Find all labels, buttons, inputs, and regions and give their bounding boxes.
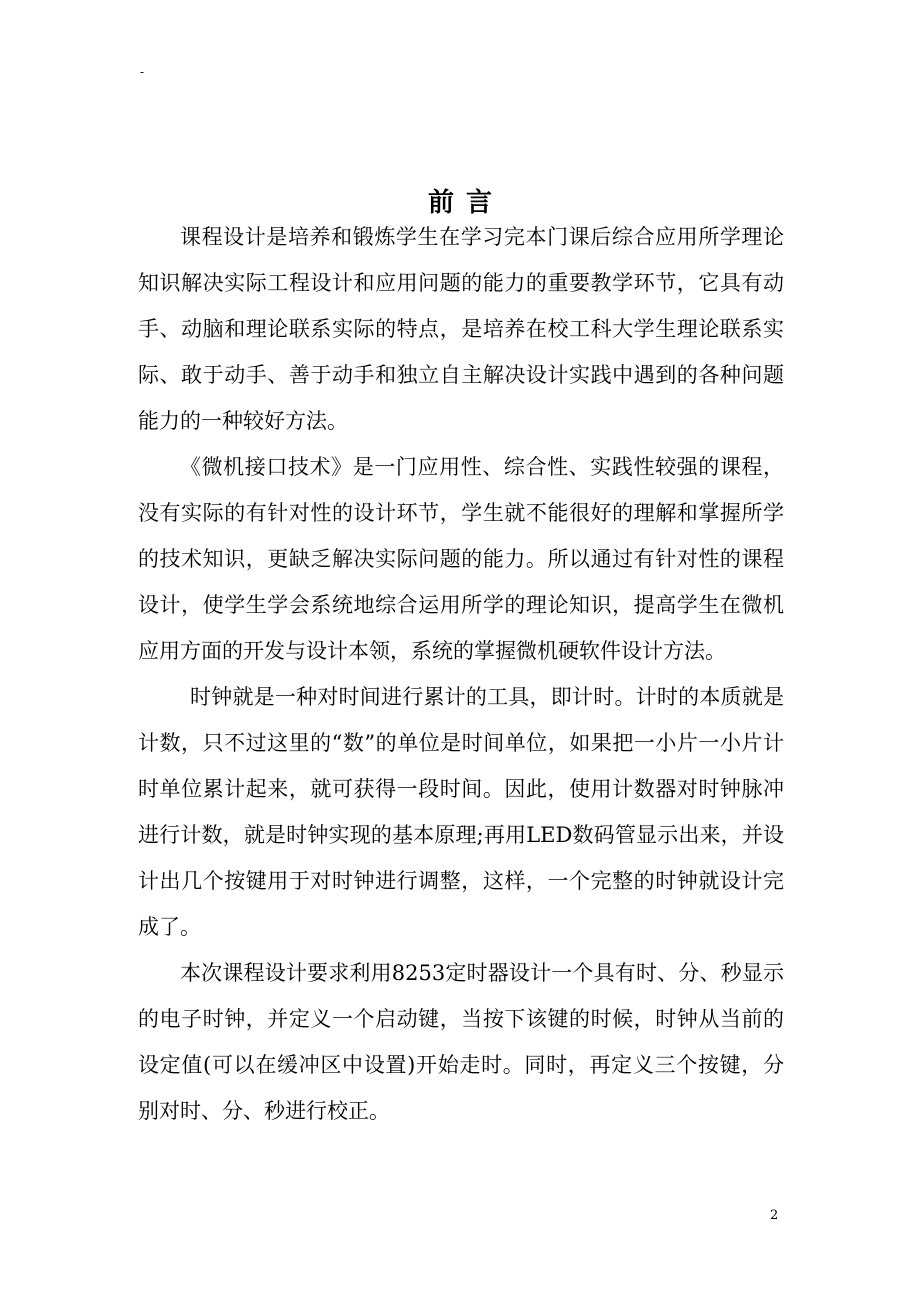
paragraph-3: 时钟就是一种对时间进行累计的工具，即计时。计时的本质就是计数，只不过这里的“数”的单位是时间单位，如果把一小片一小片计时单位累计起来，就可获得一段时间。因此，使用计数器对时钟脉冲进行计数，就是时钟实现的基本原理;再用LED数码管显示出来，并设计出几个按键用于对时钟进行调整，这样，一个完整的时钟就设计完成了。	[138, 685, 784, 939]
paragraph-1: 课程设计是培养和锻炼学生在学习完本门课后综合应用所学理论知识解决实际工程设计和应用问题的能力的重要教学环节，它具有动手、动脑和理论联系实际的特点，是培养在校工科大学生理论联系实际、敢于动手、善于动手和独立自主解决设计实践中遇到的各种问题能力的一种较好方法。	[138, 225, 784, 433]
page-title: 前言	[427, 188, 504, 219]
header-mark: -	[140, 65, 145, 79]
paragraph-2: 《微机接口技术》是一门应用性、综合性、实践性较强的课程，没有实际的有针对性的设计环节，学生就不能很好的理解和掌握所学的技术知识，更缺乏解决实际问题的能力。所以通过有针对性的课程设计，使学生学会系统地综合运用所学的理论知识，提高学生在微机应用方面的开发与设计本领，系统的掌握微机硬软件设计方法。	[138, 455, 784, 663]
page-number: 2	[770, 1208, 779, 1223]
body-text	[138, 214, 784, 1134]
paragraph-4: 本次课程设计要求利用8253定时器设计一个具有时、分、秒显示的电子时钟，并定义一个启动键，当按下该键的时候，时钟从当前的设定值(可以在缓冲区中设置)开始走时。同时，再定义三个按键，分别对时、分、秒进行校正。	[138, 961, 784, 1123]
